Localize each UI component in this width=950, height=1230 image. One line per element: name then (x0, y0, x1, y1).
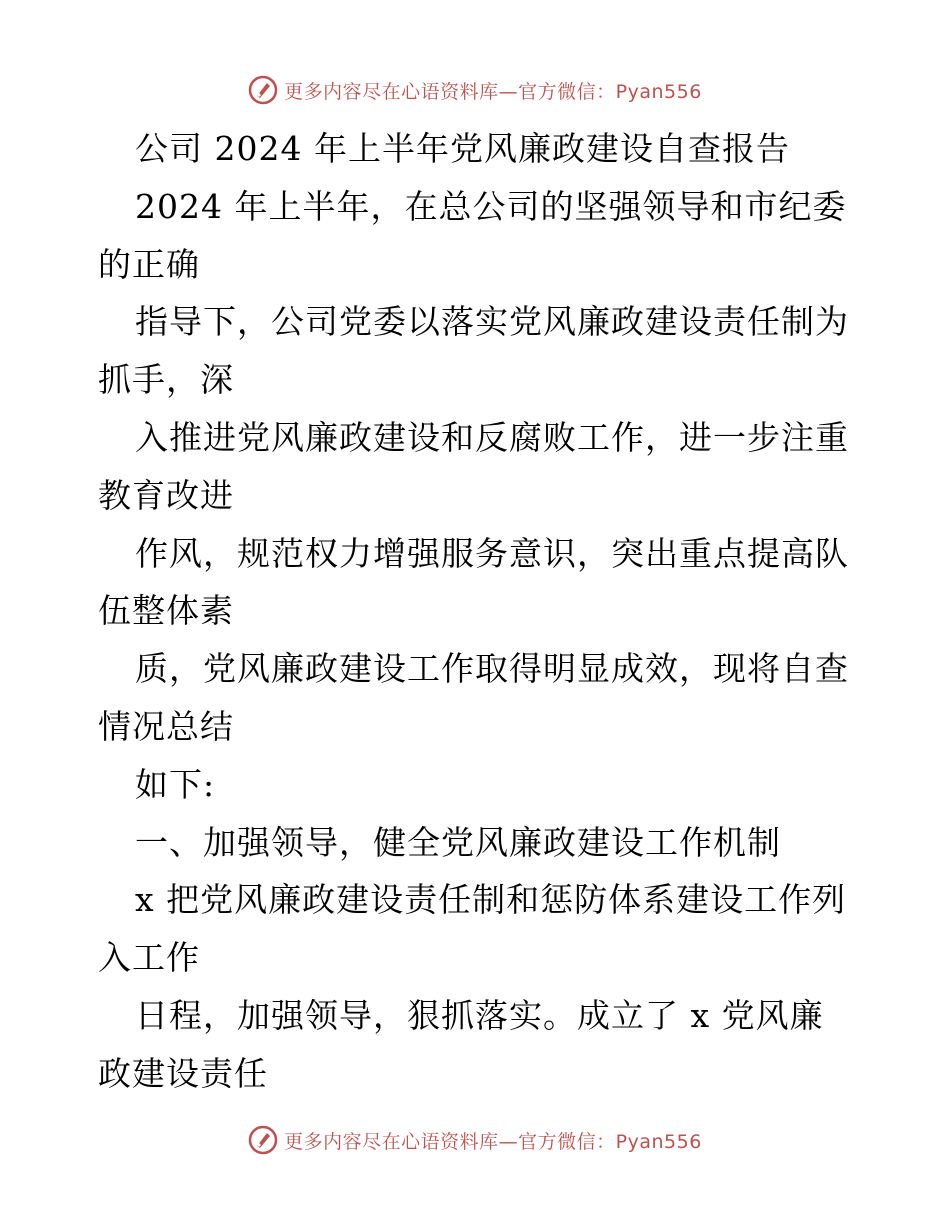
paragraph-line: 情况总结 (98, 706, 234, 746)
paragraph-line: 教育改进 (98, 475, 234, 515)
paragraph-line: 作风，规范权力增强服务意识，突出重点提高队 (135, 533, 849, 573)
paragraph-line: 如下: (135, 764, 216, 804)
paragraph-line: 的正确 (98, 244, 200, 284)
paragraph-line: 入工作 (98, 938, 200, 978)
paragraph-line: 指导下，公司党委以落实党风廉政建设责任制为 (135, 302, 849, 342)
header-watermark (0, 72, 950, 108)
document-title: 公司 2024 年上半年党风廉政建设自查报告 (135, 129, 790, 168)
document-body (98, 120, 858, 1103)
watermark-text: 更多内容尽在心语资料库—官方微信：Pyan556 (284, 80, 702, 103)
watermark-text: 更多内容尽在心语资料库—官方微信：Pyan556 (284, 1130, 702, 1153)
paragraph-line: 抓手，深 (98, 360, 234, 400)
paragraph-line: x 把党风廉政建设责任制和惩防体系建设工作列 (135, 880, 847, 920)
paragraph-line: 入推进党风廉政建设和反腐败工作，进一步注重 (135, 417, 849, 457)
paragraph-line: 质，党风廉政建设工作取得明显成效，现将自查 (135, 649, 849, 689)
section-heading: 一、加强领导，健全党风廉政建设工作机制 (135, 822, 781, 862)
paragraph-line: 伍整体素 (98, 591, 234, 631)
paragraph-line: 政建设责任 (98, 1053, 268, 1093)
pen-nib-logo-icon (248, 75, 278, 105)
paragraph-line: 日程，加强领导，狠抓落实。成立了 x 党风廉 (135, 995, 824, 1035)
pen-nib-logo-icon (248, 1125, 278, 1155)
paragraph-line: 2024 年上半年，在总公司的坚强领导和市纪委 (135, 186, 847, 226)
footer-watermark (0, 1122, 950, 1158)
